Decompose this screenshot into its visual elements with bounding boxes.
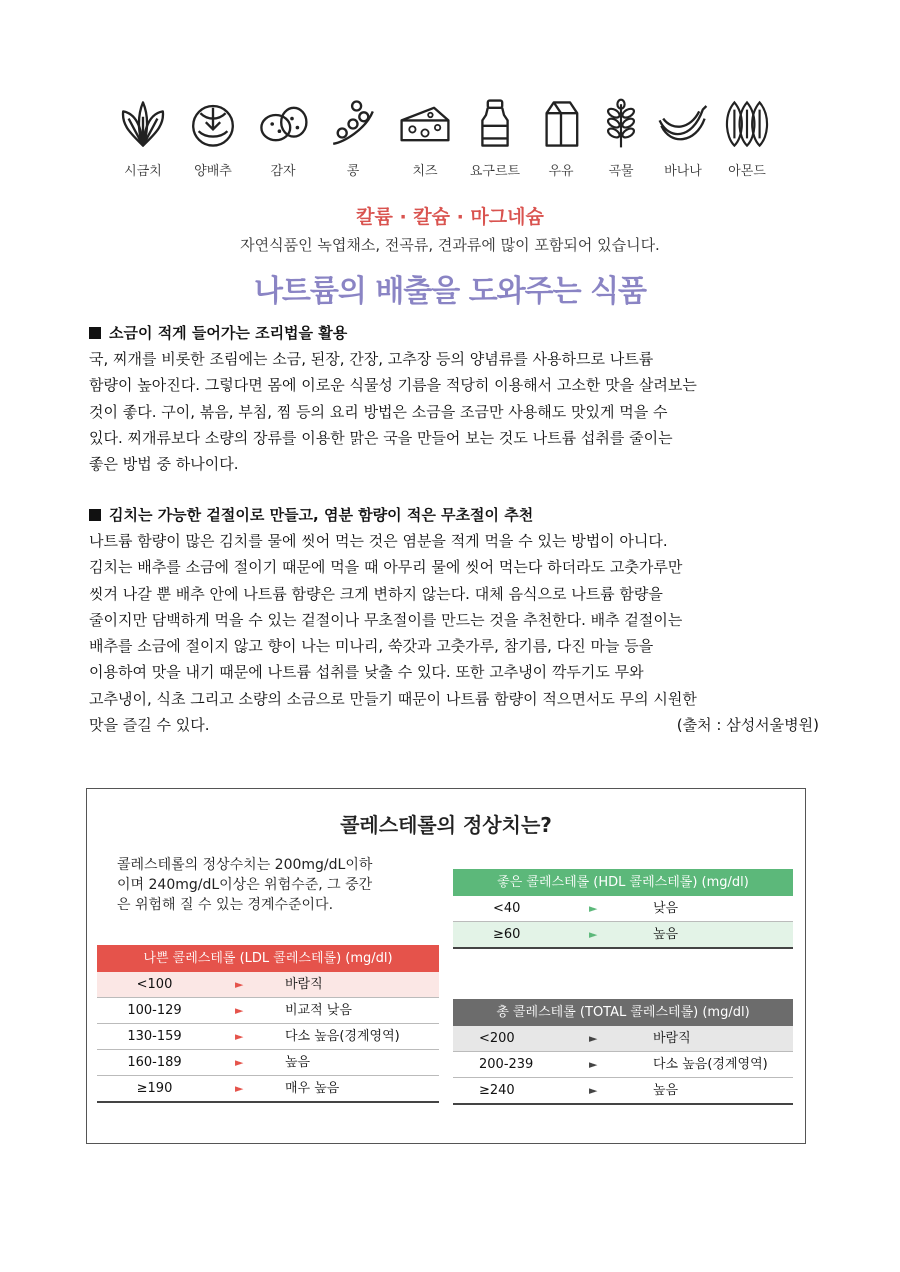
table-row (453, 1078, 793, 1105)
range-cell: ≥190 (136, 1081, 173, 1096)
status-cell: 다소 높음(경계영역) (285, 1029, 400, 1044)
table-row (97, 1024, 439, 1050)
status-cell: 높음 (285, 1055, 311, 1070)
minerals-description: 자연식품인 녹엽채소, 전곡류, 견과류에 많이 포함되어 있습니다. (240, 236, 660, 254)
arrow-icon: ► (235, 1030, 244, 1043)
banner-title: 나트륨의 배출을 도와주는 식품 (253, 274, 647, 309)
paragraph-line: 이용하여 맛을 내기 때문에 나트륨 섭취를 낮출 수 있다. 또한 고추냉이 깍두기도 무와 (89, 663, 644, 682)
food-label: 아몬드 (728, 164, 766, 179)
range-cell: 200-239 (479, 1057, 534, 1072)
hdl-table-header: 좋은 콜레스테롤 (HDL 콜레스테롤) (mg/dl) (453, 869, 793, 896)
range-cell: <200 (479, 1031, 515, 1046)
table-row (453, 1026, 793, 1052)
food-item-cheese (394, 98, 456, 179)
food-label: 바나나 (664, 164, 702, 179)
status-cell: 바람직 (653, 1031, 691, 1046)
food-item-cabbage (182, 98, 244, 179)
intro-line: 콜레스테롤의 정상수치는 200mg/dL이하 (117, 857, 373, 873)
table-row (453, 922, 793, 949)
paragraph-line: 배추를 소금에 절이지 않고 향이 나는 미나리, 쑥갓과 고춧가루, 참기름, 다진 마늘 등을 (89, 637, 654, 656)
section-kimchi (89, 502, 819, 738)
arrow-icon: ► (589, 928, 598, 941)
paragraph-line-text: 맛을 즐길 수 있다. (89, 716, 210, 735)
status-cell: 높음 (653, 1083, 679, 1098)
range-cell: 100-129 (127, 1003, 182, 1018)
arrow-icon: ► (235, 1056, 244, 1069)
grain-icon (594, 98, 648, 150)
status-cell: 다소 높음(경계영역) (653, 1057, 768, 1072)
food-icons-row (112, 98, 782, 188)
minerals-heading: 칼륨 · 칼슘 · 마그네슘 (356, 206, 544, 228)
table-row (453, 1052, 793, 1078)
total-table-header: 총 콜레스테롤 (TOTAL 콜레스테롤) (mg/dl) (453, 999, 793, 1026)
arrow-icon: ► (235, 1082, 244, 1095)
food-label: 곡물 (608, 164, 634, 179)
cabbage-icon (186, 98, 240, 150)
section-heading (89, 320, 819, 346)
paragraph-line: 함량이 높아진다. 그렇다면 몸에 이로운 식물성 기름을 적당히 이용해서 고소한 맛을 살려보는 (89, 376, 697, 395)
cholesterol-intro (117, 855, 437, 915)
status-cell: 낮음 (653, 901, 679, 916)
bean-icon (326, 98, 380, 150)
paragraph-line: 국, 찌개를 비롯한 조림에는 소금, 된장, 간장, 고추장 등의 양념류를 사용하므로 나트륨 (89, 350, 654, 368)
almond-icon (720, 98, 774, 150)
cholesterol-title: 콜레스테롤의 정상치는? (340, 813, 552, 837)
food-label: 양배추 (194, 164, 232, 179)
food-item-milk (530, 98, 592, 179)
paragraph-line: 고추냉이, 식초 그리고 소량의 소금으로 만들기 때문이 나트륨 함량이 적으면서도 무의 시원한 (89, 689, 697, 708)
range-cell: 160-189 (127, 1055, 182, 1070)
intro-line: 이며 240mg/dL이상은 위험수준, 그 중간 (117, 877, 373, 893)
food-label: 치즈 (412, 164, 438, 179)
status-cell: 높음 (653, 927, 679, 942)
status-cell: 매우 높음 (285, 1081, 340, 1096)
potato-icon (256, 98, 310, 150)
range-cell: <40 (493, 901, 521, 916)
hdl-table (453, 869, 793, 949)
status-cell: 비교적 낮음 (285, 1003, 352, 1018)
food-label: 시금치 (124, 164, 162, 179)
paragraph-line: 있다. 찌개류보다 소량의 장류를 이용한 맑은 국을 만들어 보는 것도 나트륨 섭취를 줄이는 (89, 428, 673, 447)
range-cell: ≥60 (493, 927, 521, 942)
section-paragraph (89, 346, 819, 477)
food-label: 우유 (548, 164, 574, 179)
section-heading-text: 소금이 적게 들어가는 조리법을 활용 (109, 324, 348, 342)
paragraph-line: 김치는 배추를 소금에 절이기 때문에 먹을 때 아무리 물에 씻어 먹는다 하더라도 고춧가루만 (89, 558, 683, 577)
section-heading-text: 김치는 가능한 겉절이로 만들고, 염분 함량이 적은 무초절이 추천 (109, 506, 534, 524)
section-paragraph (89, 528, 819, 738)
range-cell: ≥240 (479, 1083, 515, 1098)
section-cooking (89, 320, 819, 477)
cholesterol-infographic (86, 788, 806, 1144)
arrow-icon: ► (235, 978, 244, 991)
arrow-icon: ► (589, 902, 598, 915)
food-item-spinach (112, 98, 174, 179)
source-citation: (출처 : 삼성서울병원) (676, 716, 819, 735)
paragraph-line: 나트륨 함량이 많은 김치를 물에 씻어 먹는 것은 염분을 적게 먹을 수 있는 방법이 아니다. (89, 532, 668, 550)
food-item-potato (252, 98, 314, 179)
table-row (97, 972, 439, 998)
food-item-grain (590, 98, 652, 179)
paragraph-line: 줄이지만 담백하게 먹을 수 있는 겉절이나 무초절이를 만드는 것을 추천한다. 배추 겉절이는 (89, 610, 683, 629)
food-item-bean (322, 98, 384, 179)
paragraph-line: 것이 좋다. 구이, 볶음, 부침, 찜 등의 요리 방법은 소금을 조금만 사용해도 맛있게 먹을 수 (89, 402, 668, 421)
section-heading (89, 502, 819, 528)
food-label: 콩 (346, 164, 360, 179)
yogurt-icon (468, 98, 522, 150)
total-cholesterol-table (453, 999, 793, 1105)
ldl-table (97, 945, 439, 1103)
food-label: 요구르트 (469, 164, 521, 179)
food-item-yogurt (464, 98, 526, 179)
milk-icon (534, 98, 588, 150)
paragraph-line (89, 712, 819, 738)
table-row (97, 1050, 439, 1076)
range-cell: 130-159 (127, 1029, 182, 1044)
food-item-banana (652, 98, 714, 179)
cheese-icon (398, 98, 452, 150)
table-row (97, 1076, 439, 1103)
square-bullet-icon (89, 327, 101, 339)
banana-icon (656, 98, 710, 150)
paragraph-line: 씻겨 나갈 뿐 배추 안에 나트륨 함량은 크게 변하지 않는다. 대체 음식으로 나트륨 함량을 (89, 584, 663, 603)
arrow-icon: ► (589, 1058, 598, 1071)
status-cell: 바람직 (285, 977, 323, 992)
paragraph-line: 좋은 방법 중 하나이다. (89, 455, 239, 474)
food-item-almond (716, 98, 778, 179)
ldl-table-header: 나쁜 콜레스테롤 (LDL 콜레스테롤) (mg/dl) (97, 945, 439, 972)
food-label: 감자 (270, 164, 296, 179)
table-row (97, 998, 439, 1024)
spinach-icon (116, 98, 170, 150)
arrow-icon: ► (589, 1084, 598, 1097)
arrow-icon: ► (235, 1004, 244, 1017)
intro-line: 은 위험해 질 수 있는 경계수준이다. (117, 897, 334, 913)
range-cell: <100 (136, 977, 173, 992)
table-row (453, 896, 793, 922)
square-bullet-icon (89, 509, 101, 521)
arrow-icon: ► (589, 1032, 598, 1045)
